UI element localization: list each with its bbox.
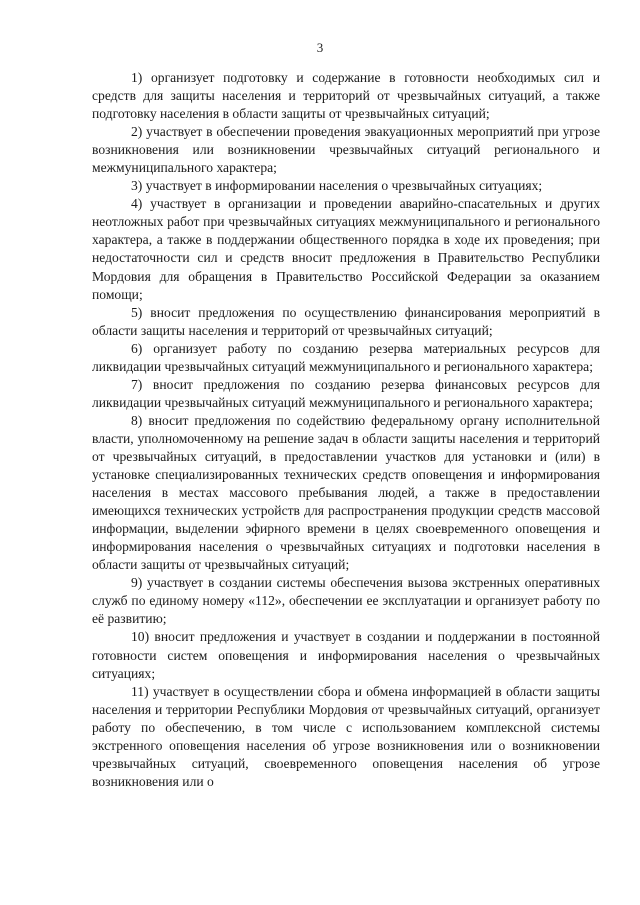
paragraph-item-9: 9) участвует в создании системы обеспечения вызова экстренных оперативных служб по единому номеру «112», обеспечении ее эксплуатации и организует работу по её развитию;: [92, 575, 600, 627]
paragraph-item-6: 6) организует работу по созданию резерва материальных ресурсов для ликвидации чрезвычайных ситуаций межмуниципального и регионального характера;: [92, 340, 600, 374]
paragraph-item-1: 1) организует подготовку и содержание в готовности необходимых сил и средств для защиты населения и территорий от чрезвычайных ситуаций, а также подготовку населения в области защиты от чрезвычайных ситуаций;: [92, 70, 600, 122]
paragraph-item-3: 3) участвует в информировании населения о чрезвычайных ситуациях;: [131, 178, 543, 194]
paragraph-item-4: 4) участвует в организации и проведении аварийно-спасательных и других неотложных работ при чрезвычайных ситуациях межмуниципального и регионального характера, а также в поддержании общественного порядка в ходе их проведения; при недостаточности сил и средств вносит предложения в Правительство Республики Мордовия для обращения в Правительство Российской Федерации за оказанием помощи;: [92, 196, 600, 302]
paragraph-item-8: 8) вносит предложения по содействию федеральному органу исполнительной власти, уполномоченному на решение задач в области защиты населения и территорий от чрезвычайных ситуаций, в предоставлении участков для установки и (или) в установке специализированных технических средств оповещения и информирования населения в местах массового пребывания людей, а также в предоставлении имеющихся технических устройств для распространения продукции средств массовой информации, выделении эфирного времени в целях своевременного оповещения и информирования населения о чрезвычайных ситуациях и подготовки населения в области защиты от чрезвычайных ситуаций;: [92, 412, 600, 573]
page-number: 3: [316, 40, 324, 55]
paragraph-item-7: 7) вносит предложения по созданию резерва финансовых ресурсов для ликвидации чрезвычайных ситуаций межмуниципального и регионального характера;: [92, 376, 600, 410]
document-body: [92, 69, 600, 791]
paragraph-item-5: 5) вносит предложения по осуществлению финансирования мероприятий в области защиты населения и территорий от чрезвычайных ситуаций;: [92, 304, 600, 338]
paragraph-item-10: 10) вносит предложения и участвует в создании и поддержании в постоянной готовности систем оповещения и информирования населения о чрезвычайных ситуациях;: [92, 629, 600, 681]
paragraph-item-2: 2) участвует в обеспечении проведения эвакуационных мероприятий при угрозе возникновения или возникновении чрезвычайных ситуаций регионального и межмуниципального характера;: [92, 124, 600, 176]
paragraph-item-11: 11) участвует в осуществлении сбора и обмена информацией в области защиты населения и территории Республики Мордовия от чрезвычайных ситуаций, организует работу по обеспечению, в том числе с использованием комплексной системы экстренного оповещения населения об угрозе возникновения или о возникновении чрезвычайных ситуаций, своевременного оповещения населения об угрозе возникновения или о: [92, 683, 600, 789]
